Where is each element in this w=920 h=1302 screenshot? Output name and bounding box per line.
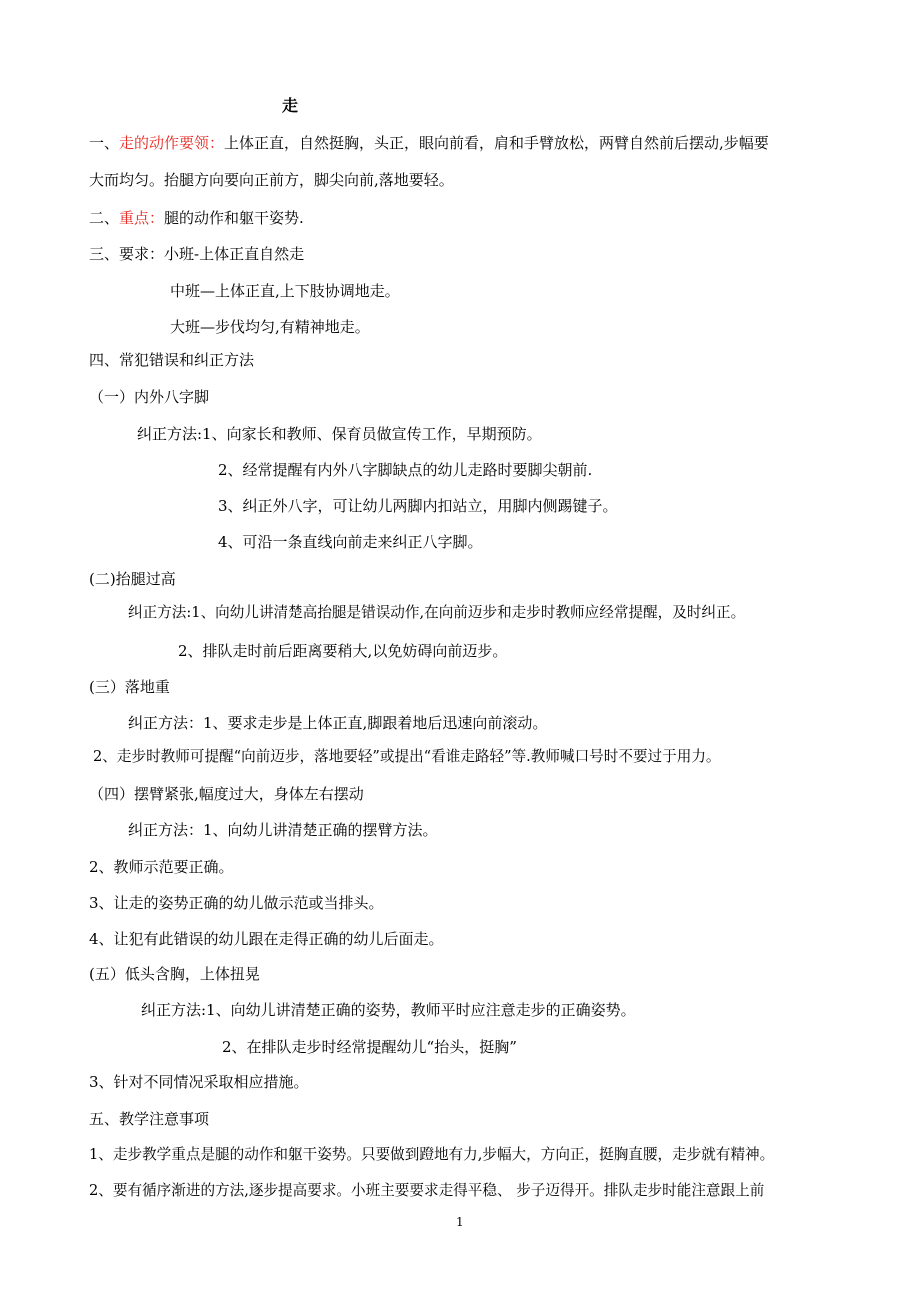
line-10: 2、经常提醒有内外八字脚缺点的幼儿走路时要脚尖朝前. xyxy=(218,461,593,479)
line-7: 四、常犯错误和纠正方法 xyxy=(89,351,255,369)
page-title: 走 xyxy=(282,96,299,115)
line-9: 纠正方法:1、向家长和教师、保育员做宣传工作，早期预防。 xyxy=(137,425,542,443)
line-1 xyxy=(89,133,769,153)
line-30: 2、要有循序渐进的方法,逐步提高要求。小班主要要求走得平稳、 步子迈得开。排队走步时能注意跟上前 xyxy=(89,1182,765,1199)
line-15: 2、排队走时前后距离要稍大,以免妨碍向前迈步。 xyxy=(178,642,508,660)
line-21: 2、教师示范要正确。 xyxy=(89,858,234,876)
line-8: （一）内外八字脚 xyxy=(89,388,210,406)
line-27: 3、针对不同情况采取相应措施。 xyxy=(89,1073,309,1091)
line-4: 三、要求：小班-上体正直自然走 xyxy=(89,245,305,263)
line-26: 2、在排队走步时经常提醒幼儿“抬头，挺胸” xyxy=(222,1038,517,1056)
line-25: 纠正方法:1、向幼儿讲清楚正确的姿势，教师平时应注意走步的正确姿势。 xyxy=(141,1001,636,1019)
line-1-prefix: 一、 xyxy=(89,134,120,152)
line-22: 3、让走的姿势正确的幼儿做示范或当排头。 xyxy=(89,894,384,912)
line-17: 纠正方法：1、要求走步是上体正直,脚跟着地后迅速向前滚动。 xyxy=(128,714,548,732)
line-11: 3、纠正外八字，可让幼儿两脚内扣站立，用脚内侧踢键子。 xyxy=(218,497,618,515)
line-16: (三）落地重 xyxy=(89,678,170,696)
line-23: 4、让犯有此错误的幼儿跟在走得正确的幼儿后面走。 xyxy=(89,930,444,948)
line-1-highlight: 走的动作要领： xyxy=(119,134,225,152)
line-20: 纠正方法：1、向幼儿讲清楚正确的摆臂方法。 xyxy=(128,821,438,839)
line-13: (二)抬腿过高 xyxy=(89,570,176,588)
line-18: 2、走步时教师可提醒“向前迈步，落地要轻”或提出“看谁走路轻”等.教师喊口号时不要过于用力。 xyxy=(93,748,721,765)
line-1-text: 上体正直，自然挺胸，头正，眼向前看，肩和手臂放松，两臂自然前后摆动,步幅要 xyxy=(224,134,769,152)
line-29: 1、走步教学重点是腿的动作和躯干姿势。只要做到蹬地有力,步幅大，方向正，挺胸直腰，走步就有精神。 xyxy=(89,1146,775,1163)
line-3-text: 腿的动作和躯干姿势. xyxy=(164,209,304,227)
line-6: 大班—步伐均匀,有精神地走。 xyxy=(170,318,370,336)
line-3 xyxy=(89,208,304,228)
line-14: 纠正方法:1、向幼儿讲清楚高抬腿是错误动作,在向前迈步和走步时教师应经常提醒，及时纠正。 xyxy=(128,604,746,621)
line-24: (五）低头含胸，上体扭晃 xyxy=(89,965,260,983)
line-12: 4、可沿一条直线向前走来纠正八字脚。 xyxy=(218,533,483,551)
line-19: （四）摆臂紧张,幅度过大，身体左右摆动 xyxy=(89,785,364,803)
page-number: 1 xyxy=(456,1215,464,1229)
line-5: 中班—上体正直,上下肢协调地走。 xyxy=(170,282,400,300)
line-28: 五、教学注意事项 xyxy=(89,1110,210,1128)
line-3-highlight: 重点： xyxy=(119,209,165,227)
line-2: 大而均匀。抬腿方向要向正前方，脚尖向前,落地要轻。 xyxy=(89,171,454,189)
line-3-prefix: 二、 xyxy=(89,209,120,227)
